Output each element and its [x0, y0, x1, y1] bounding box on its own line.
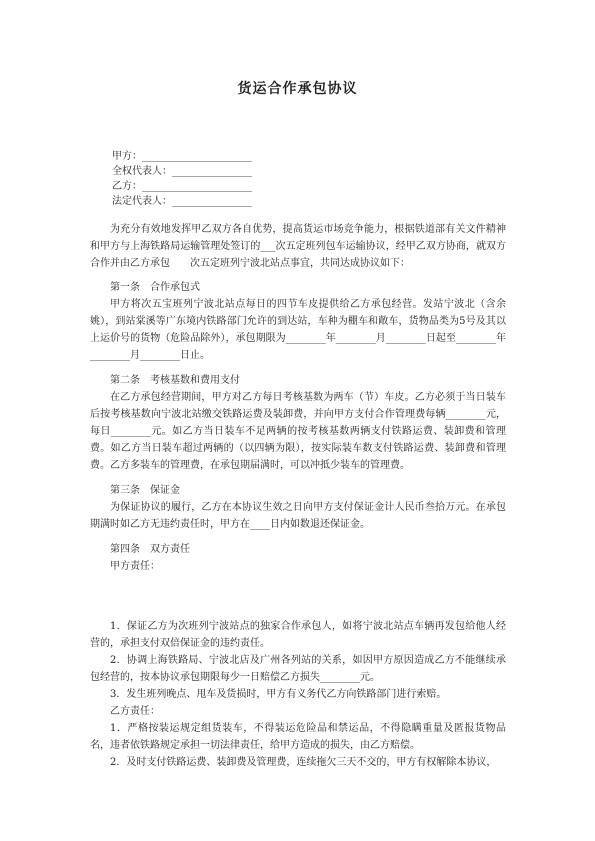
party-a-duty-3: 3．发生班列晚点、甩车及货损时，甲方有义务代乙方向铁路部门进行索赔。 [110, 689, 447, 700]
document-title: 货运合作承包协议 [237, 81, 358, 97]
article3-heading: 第三条 保证金 [110, 485, 180, 496]
party-a-rep-line: 全权代表人：________________ [112, 166, 252, 177]
intro-paragraph: 为充分有效地发挥甲乙双方各自优势，提高货运市场竞争能力，根据铁道部有关文件精神和甲方与上海铁路局运输管理处签订的___次五定班列包车运输协议，经甲乙双方协商，就双方合作并由乙方承包 次五定班列宁波北站点事宜，共同达成协议如下： [90, 224, 506, 269]
party-b-duties-label: 乙方责任： [110, 706, 160, 717]
article2-heading: 第二条 考核基数和费用支付 [110, 375, 240, 386]
party-b-duty-1: 1．严格按装运规定组货装车，不得装运危险品和禁运品，不得隐瞒重量及匿报货物品名，违者依铁路规定承担一切法律责任，给甲方造成的损失，由乙方赔偿。 [90, 723, 506, 751]
party-b-line: 乙方：______________________ [112, 181, 252, 192]
article1-heading: 第一条 合作承包式 [110, 282, 200, 293]
article1-body: 甲方将次五宝班列宁波北站点每日的四节车皮提供给乙方承包经营。发站宁波北（含余姚），到站棠溪等广东境内铁路部门允许的到达站，车种为棚车和敞车，货物品类为5号及其以上运价号的货物（危险品除外），承包期限为________年________月________日起至________年________月________日止。 [90, 299, 506, 361]
party-b-rep-line: 法定代表人：________________ [112, 196, 252, 207]
party-a-duty-1: 1．保证乙方为次班列宁波站点的独家合作承包人，如将宁波北站点车辆再发包给他人经营的，承担支付双倍保证金的违约责任。 [90, 621, 506, 649]
party-a-duties-label: 甲方责任： [110, 561, 160, 572]
article4-heading: 第四条 双方责任 [110, 544, 190, 555]
party-b-duty-2: 2．及时支付铁路运费、装卸费及管理费，连续拖欠三天不交的，甲方有权解除本协议， [110, 757, 497, 768]
party-a-duty-2: 2．协调上海铁路局、宁波北店及广州各列站的关系，如因甲方原因造成乙方不能继续承包经营的，按本协议承包期限每少一日赔偿乙方损失________元。 [90, 655, 506, 683]
article2-body: 在乙方承包经营期间，甲方对乙方每日考核基数为两车（节）车皮。乙方必须于当日装车后按考核基数向宁波北站缴交铁路运费及装卸费，并向甲方支付合作管理费每辆________元，每日________元。如乙方当日装车不足两辆的按考核基数两辆支付铁路运费、装卸费和管理费。如乙方当日装车超过两辆的（以四辆为限），按实际装车数支付铁路运费、装卸费和管理费。乙方多装车的管理费，在承包期届满时，可以冲抵少装车的管理费。 [90, 392, 506, 471]
article3-body: 为保证协议的履行，乙方在本协议生效之日向甲方支付保证金计人民币叁拾万元。在承包期满时如乙方无违约责任时，甲方在____日内如数退还保证金。 [90, 502, 506, 530]
party-a-line: 甲方：______________________ [112, 151, 252, 162]
